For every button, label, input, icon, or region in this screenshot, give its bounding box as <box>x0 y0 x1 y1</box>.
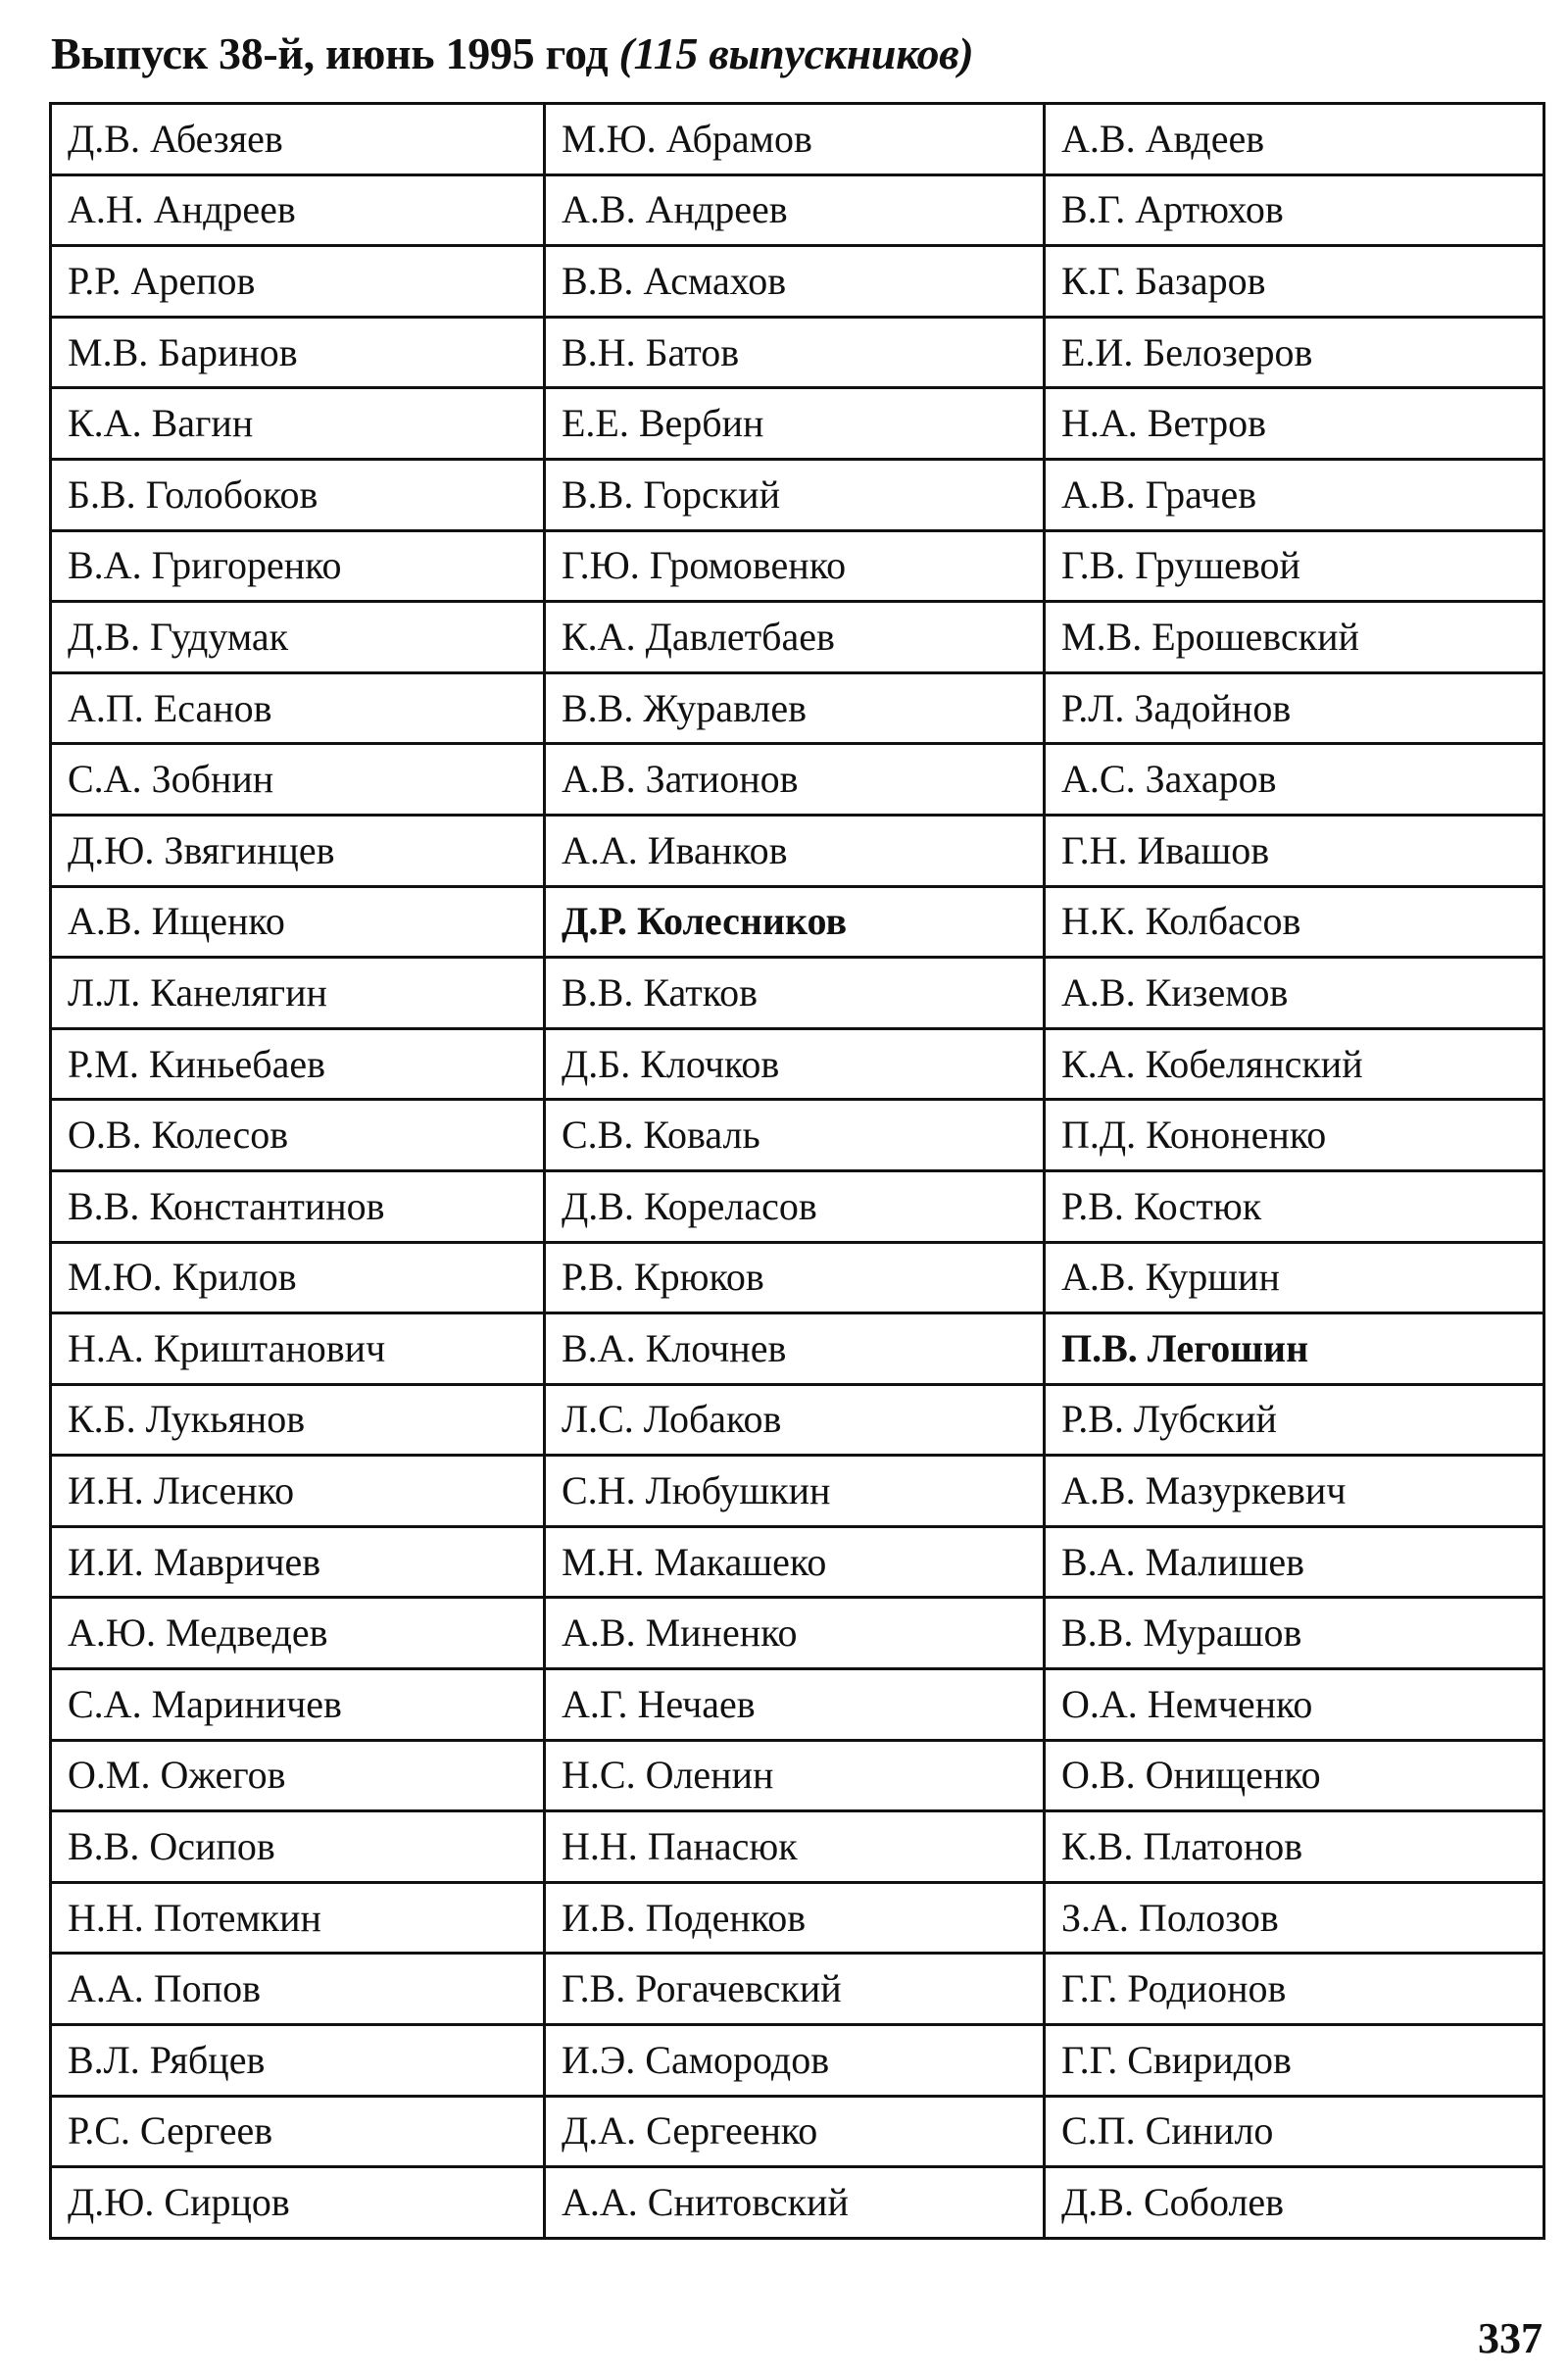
graduate-name-cell: А.В. Авдеев <box>1045 104 1544 175</box>
graduate-name-cell: Р.С. Сергеев <box>51 2096 545 2167</box>
graduate-name-cell: А.В. Киземов <box>1045 958 1544 1029</box>
graduate-name-cell: М.Ю. Абрамов <box>545 104 1045 175</box>
table-row <box>51 1100 1544 1171</box>
graduate-name-cell: В.А. Клочнев <box>545 1313 1045 1385</box>
table-row <box>51 1954 1544 2025</box>
graduate-name-cell: Р.В. Костюк <box>1045 1170 1544 1242</box>
graduate-name-cell: А.Ю. Медведев <box>51 1598 545 1669</box>
graduate-name-cell: Д.В. Абезяев <box>51 104 545 175</box>
graduate-name-cell: Д.А. Сергеенко <box>545 2096 1045 2167</box>
graduate-name-cell: Г.Г. Свиридов <box>1045 2025 1544 2097</box>
graduate-name-cell: К.А. Кобелянский <box>1045 1028 1544 1100</box>
table-row <box>51 1669 1544 1741</box>
graduate-name-cell: К.Г. Базаров <box>1045 246 1544 318</box>
table-row <box>51 317 1544 388</box>
graduate-name-cell: В.Л. Рябцев <box>51 2025 545 2097</box>
table-row <box>51 388 1544 460</box>
table-row <box>51 1811 1544 1883</box>
table-row <box>51 1170 1544 1242</box>
table-row <box>51 1456 1544 1527</box>
graduate-name-cell: А.В. Мазуркевич <box>1045 1456 1544 1527</box>
table-row <box>51 958 1544 1029</box>
graduate-name-cell: А.В. Андреев <box>545 174 1045 246</box>
graduate-name-cell: С.П. Синило <box>1045 2096 1544 2167</box>
graduate-name-cell: М.Ю. Крилов <box>51 1242 545 1313</box>
graduate-name-cell: Д.Ю. Сирцов <box>51 2167 545 2239</box>
graduate-name-cell: О.В. Онищенко <box>1045 1740 1544 1811</box>
graduate-name-cell: И.Н. Лисенко <box>51 1456 545 1527</box>
graduate-name-cell: А.А. Снитовский <box>545 2167 1045 2239</box>
table-row <box>51 2096 1544 2167</box>
graduate-name-cell: С.А. Мариничев <box>51 1669 545 1741</box>
graduate-name-cell: Д.Б. Клочков <box>545 1028 1045 1100</box>
graduate-name-cell: М.Н. Макашеко <box>545 1526 1045 1598</box>
table-row <box>51 886 1544 958</box>
graduate-name-cell: В.Н. Батов <box>545 317 1045 388</box>
graduate-name-cell: В.А. Малишев <box>1045 1526 1544 1598</box>
graduate-name-cell: В.В. Мурашов <box>1045 1598 1544 1669</box>
graduate-name-cell: О.М. Ожегов <box>51 1740 545 1811</box>
graduate-name-cell: Е.И. Белозеров <box>1045 317 1544 388</box>
graduate-name-cell: Б.В. Голобоков <box>51 459 545 530</box>
graduate-name-cell: А.В. Миненко <box>545 1598 1045 1669</box>
graduate-name-cell: А.Г. Нечаев <box>545 1669 1045 1741</box>
table-row <box>51 1313 1544 1385</box>
graduate-name-cell: Л.С. Лобаков <box>545 1384 1045 1456</box>
graduate-name-cell: А.П. Есанов <box>51 672 545 744</box>
graduate-name-cell: Г.В. Рогачевский <box>545 1954 1045 2025</box>
heading-graduate-count: (115 выпускников) <box>618 28 974 78</box>
table-row <box>51 1242 1544 1313</box>
graduate-name-cell: И.Э. Самородов <box>545 2025 1045 2097</box>
page-heading <box>51 27 973 79</box>
graduate-name-cell: Д.В. Корелaсов <box>545 1170 1045 1242</box>
table-row <box>51 1028 1544 1100</box>
table-row <box>51 174 1544 246</box>
table-row <box>51 1526 1544 1598</box>
graduate-name-cell: С.В. Коваль <box>545 1100 1045 1171</box>
graduate-name-cell: В.А. Григоренко <box>51 530 545 602</box>
graduate-name-cell: А.А. Иванков <box>545 815 1045 886</box>
graduate-name-cell: И.В. Поденков <box>545 1882 1045 1954</box>
graduate-name-cell: М.В. Ерошевский <box>1045 602 1544 673</box>
graduate-name-cell: А.В. Ищенко <box>51 886 545 958</box>
graduate-name-cell: А.А. Попов <box>51 1954 545 2025</box>
page-number: 337 <box>1478 2314 1543 2362</box>
graduate-name-cell: Н.К. Колбасов <box>1045 886 1544 958</box>
graduate-name-cell: Н.А. Ветров <box>1045 388 1544 460</box>
graduate-name-cell: Р.В. Крюков <box>545 1242 1045 1313</box>
graduates-table <box>49 102 1545 2240</box>
graduate-name-cell: С.А. Зобнин <box>51 744 545 816</box>
graduate-name-cell: К.Б. Лукьянов <box>51 1384 545 1456</box>
graduate-name-cell: Р.В. Лубский <box>1045 1384 1544 1456</box>
graduate-name-cell: К.В. Платонов <box>1045 1811 1544 1883</box>
table-row <box>51 246 1544 318</box>
table-row <box>51 1384 1544 1456</box>
graduate-name-cell: Н.А. Криштанович <box>51 1313 545 1385</box>
table-row <box>51 104 1544 175</box>
table-row <box>51 2167 1544 2239</box>
graduate-name-cell: В.В. Константинов <box>51 1170 545 1242</box>
graduate-name-cell: Н.С. Оленин <box>545 1740 1045 1811</box>
graduate-name-cell: О.В. Колесов <box>51 1100 545 1171</box>
heading-main: Выпуск 38-й, июнь 1995 год <box>51 28 609 78</box>
graduate-name-cell: М.В. Баринов <box>51 317 545 388</box>
graduate-name-cell: Н.Н. Панасюк <box>545 1811 1045 1883</box>
table-row <box>51 744 1544 816</box>
table-row <box>51 530 1544 602</box>
graduate-name-cell: В.В. Катков <box>545 958 1045 1029</box>
table-row <box>51 602 1544 673</box>
graduate-name-cell: В.В. Журавлев <box>545 672 1045 744</box>
graduate-name-cell: В.Г. Артюхов <box>1045 174 1544 246</box>
graduate-name-cell: Г.Г. Родионов <box>1045 1954 1544 2025</box>
table-row <box>51 1598 1544 1669</box>
graduate-name-cell: И.И. Мавричев <box>51 1526 545 1598</box>
graduate-name-cell: Р.М. Киньебаев <box>51 1028 545 1100</box>
table-row <box>51 1882 1544 1954</box>
graduate-name-cell: Д.В. Соболев <box>1045 2167 1544 2239</box>
graduate-name-cell: Г.Ю. Громовенко <box>545 530 1045 602</box>
graduate-name-cell: Е.Е. Вербин <box>545 388 1045 460</box>
graduate-name-cell: К.А. Давлетбаев <box>545 602 1045 673</box>
graduate-name-cell: А.С. Захаров <box>1045 744 1544 816</box>
graduate-name-cell: О.А. Немченко <box>1045 1669 1544 1741</box>
graduate-name-cell: Л.Л. Канелягин <box>51 958 545 1029</box>
graduate-name-cell: Р.Р. Арепов <box>51 246 545 318</box>
graduate-name-cell: Д.Ю. Звягинцев <box>51 815 545 886</box>
graduate-name-cell: А.В. Куршин <box>1045 1242 1544 1313</box>
graduate-name-cell: А.Н. Андреев <box>51 174 545 246</box>
graduate-name-cell: С.Н. Любушкин <box>545 1456 1045 1527</box>
graduate-name-cell: П.Д. Кононенко <box>1045 1100 1544 1171</box>
graduate-name-cell: Н.Н. Потемкин <box>51 1882 545 1954</box>
graduate-name-cell: Г.Н. Ивашов <box>1045 815 1544 886</box>
table-row <box>51 459 1544 530</box>
table-row <box>51 2025 1544 2097</box>
graduate-name-cell: Д.Р. Колесников <box>545 886 1045 958</box>
table-row <box>51 1740 1544 1811</box>
graduate-name-cell: В.В. Осипов <box>51 1811 545 1883</box>
graduate-name-cell: К.А. Вагин <box>51 388 545 460</box>
table-row <box>51 815 1544 886</box>
table-row <box>51 672 1544 744</box>
graduates-table-body <box>51 104 1544 2239</box>
graduate-name-cell: Р.Л. Задойнов <box>1045 672 1544 744</box>
graduate-name-cell: В.В. Горский <box>545 459 1045 530</box>
graduate-name-cell: З.А. Полозов <box>1045 1882 1544 1954</box>
graduate-name-cell: Д.В. Гудумак <box>51 602 545 673</box>
graduate-name-cell: П.В. Легошин <box>1045 1313 1544 1385</box>
graduate-name-cell: А.В. Затионов <box>545 744 1045 816</box>
graduate-name-cell: В.В. Асмахов <box>545 246 1045 318</box>
graduate-name-cell: Г.В. Грушевой <box>1045 530 1544 602</box>
graduate-name-cell: А.В. Грачев <box>1045 459 1544 530</box>
